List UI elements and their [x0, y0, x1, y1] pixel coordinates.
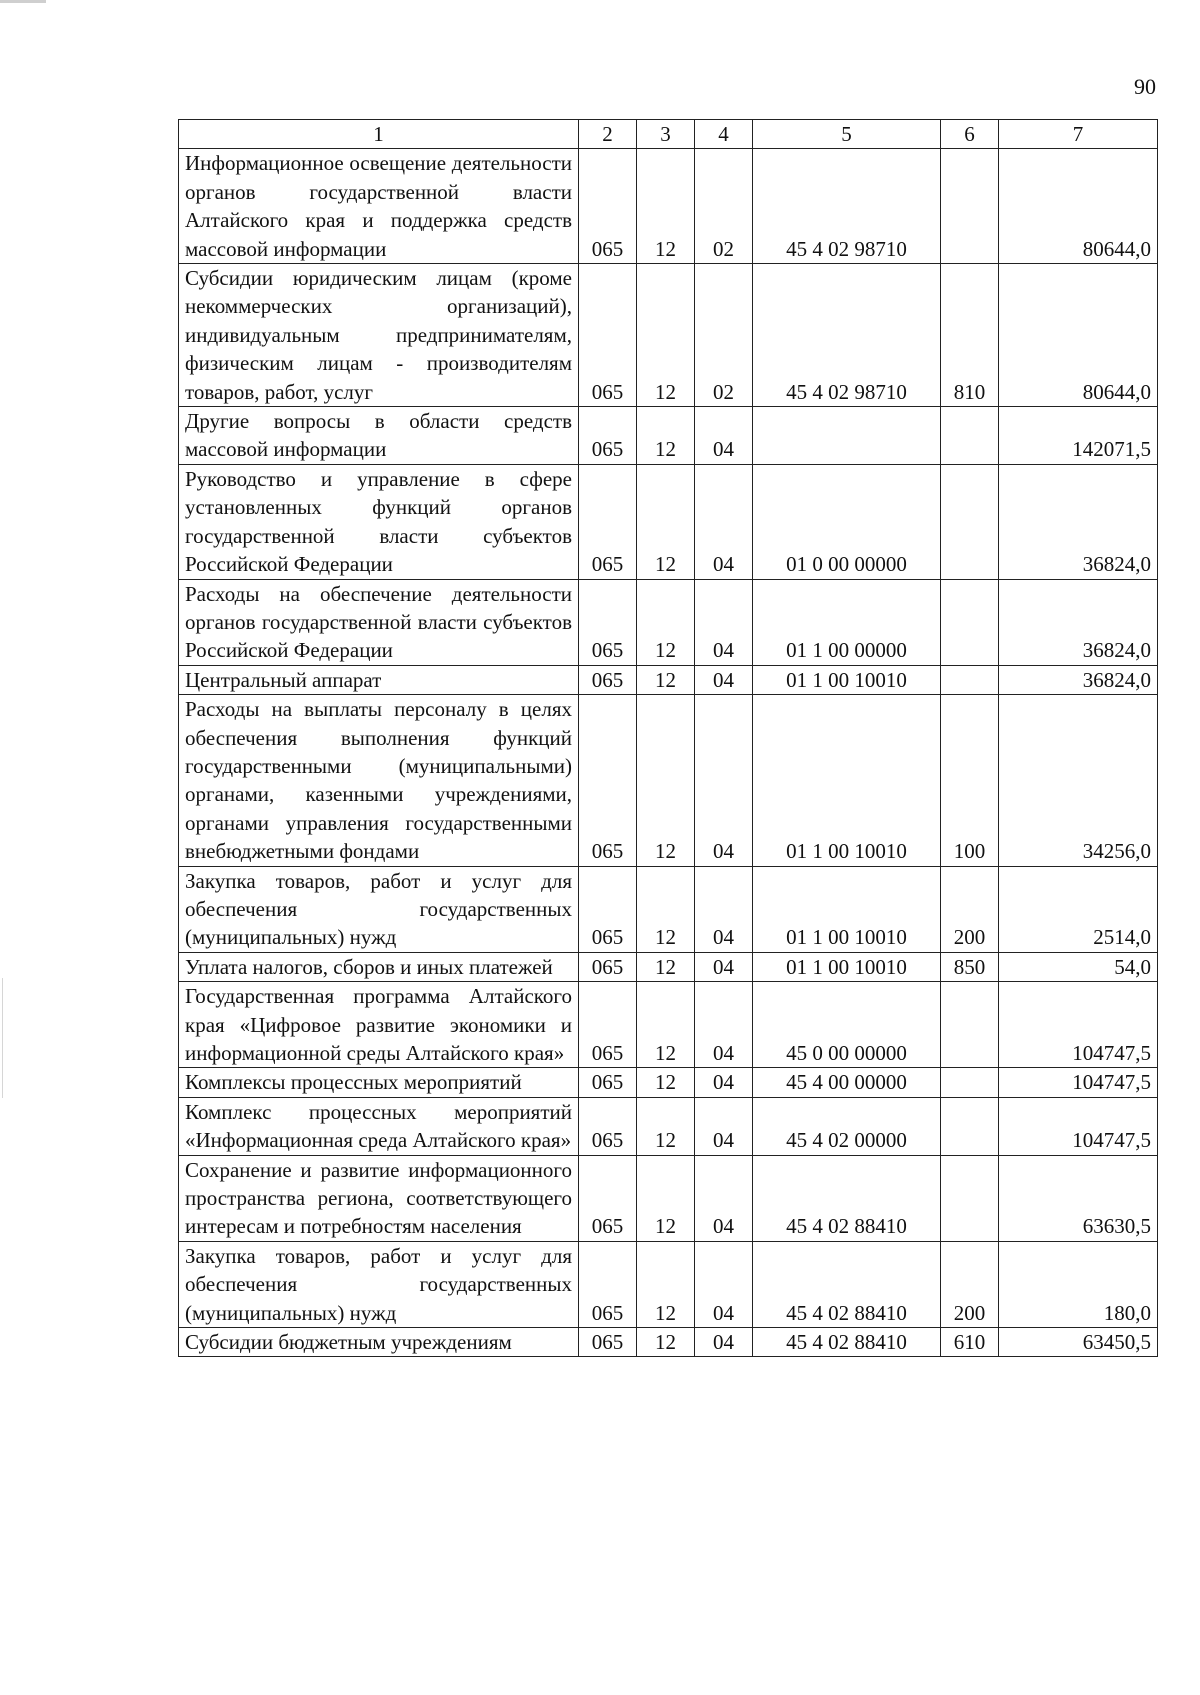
cell-ministry-code: 065: [579, 264, 637, 407]
cell-expense-type: [941, 1155, 999, 1241]
cell-amount: 80644,0: [999, 149, 1158, 264]
table-row: [179, 579, 1158, 665]
cell-name: Расходы на выплаты персоналу в целях обеспечения выполнения функций государственными (муниципальными) органами, казенными учреждениями, органами управления государственными внебюджетными фондами: [179, 695, 579, 866]
cell-expense-type: [941, 982, 999, 1068]
cell-ministry-code: 065: [579, 1097, 637, 1155]
cell-ministry-code: 065: [579, 1155, 637, 1241]
table-header: [179, 120, 1158, 149]
header-col-6: 6: [941, 120, 999, 149]
cell-ministry-code: 065: [579, 1068, 637, 1097]
cell-expense-type: [941, 579, 999, 665]
cell-expense-type: 610: [941, 1328, 999, 1357]
cell-section-code: 12: [637, 982, 695, 1068]
table-row: [179, 1068, 1158, 1097]
table-row: [179, 464, 1158, 579]
cell-section-code: 12: [637, 1097, 695, 1155]
cell-section-code: 12: [637, 264, 695, 407]
cell-expense-type: 850: [941, 952, 999, 981]
table-row: [179, 695, 1158, 866]
cell-subsection-code: 04: [695, 464, 753, 579]
cell-target-article: 45 4 02 98710: [753, 149, 941, 264]
cell-section-code: 12: [637, 1328, 695, 1357]
cell-ministry-code: 065: [579, 866, 637, 952]
cell-subsection-code: 02: [695, 264, 753, 407]
cell-amount: 34256,0: [999, 695, 1158, 866]
cell-section-code: 12: [637, 579, 695, 665]
cell-target-article: 45 4 02 98710: [753, 264, 941, 407]
cell-target-article: 01 1 00 10010: [753, 952, 941, 981]
cell-name: Комплексы процессных мероприятий: [179, 1068, 579, 1097]
cell-name: Информационное освещение деятельности органов государственной власти Алтайского края и поддержка средств массовой информации: [179, 149, 579, 264]
cell-subsection-code: 04: [695, 407, 753, 465]
table-row: [179, 866, 1158, 952]
cell-section-code: 12: [637, 149, 695, 264]
cell-target-article: 45 4 02 88410: [753, 1155, 941, 1241]
cell-name: Закупка товаров, работ и услуг для обеспечения государственных (муниципальных) нужд: [179, 1241, 579, 1327]
cell-ministry-code: 065: [579, 695, 637, 866]
cell-amount: 142071,5: [999, 407, 1158, 465]
budget-table: [178, 119, 1158, 1357]
cell-ministry-code: 065: [579, 149, 637, 264]
cell-section-code: 12: [637, 665, 695, 694]
cell-target-article: [753, 407, 941, 465]
cell-name: Другие вопросы в области средств массовой информации: [179, 407, 579, 465]
table-row: [179, 1155, 1158, 1241]
cell-subsection-code: 02: [695, 149, 753, 264]
cell-amount: 180,0: [999, 1241, 1158, 1327]
table-body: [179, 149, 1158, 1357]
cell-ministry-code: 065: [579, 464, 637, 579]
cell-section-code: 12: [637, 1155, 695, 1241]
header-col-3: 3: [637, 120, 695, 149]
header-col-2: 2: [579, 120, 637, 149]
page-number: 90: [1134, 74, 1156, 99]
cell-target-article: 45 4 02 88410: [753, 1328, 941, 1357]
cell-ministry-code: 065: [579, 982, 637, 1068]
table-row: [179, 1097, 1158, 1155]
cell-ministry-code: 065: [579, 665, 637, 694]
header-col-5: 5: [753, 120, 941, 149]
cell-ministry-code: 065: [579, 1328, 637, 1357]
cell-subsection-code: 04: [695, 866, 753, 952]
cell-ministry-code: 065: [579, 952, 637, 981]
header-col-4: 4: [695, 120, 753, 149]
cell-subsection-code: 04: [695, 982, 753, 1068]
cell-expense-type: [941, 464, 999, 579]
cell-amount: 104747,5: [999, 1068, 1158, 1097]
cell-target-article: 01 1 00 00000: [753, 579, 941, 665]
cell-expense-type: [941, 149, 999, 264]
cell-expense-type: 810: [941, 264, 999, 407]
header-col-1: 1: [179, 120, 579, 149]
header-col-7: 7: [999, 120, 1158, 149]
cell-amount: 104747,5: [999, 982, 1158, 1068]
cell-subsection-code: 04: [695, 952, 753, 981]
cell-amount: 63630,5: [999, 1155, 1158, 1241]
cell-name: Уплата налогов, сборов и иных платежей: [179, 952, 579, 981]
cell-amount: 36824,0: [999, 665, 1158, 694]
cell-subsection-code: 04: [695, 695, 753, 866]
table-row: [179, 982, 1158, 1068]
cell-name: Комплекс процессных мероприятий «Информационная среда Алтайского края»: [179, 1097, 579, 1155]
table-row: [179, 1328, 1158, 1357]
cell-name: Сохранение и развитие информационного пространства региона, соответствующего интересам и потребностям населения: [179, 1155, 579, 1241]
cell-target-article: 01 0 00 00000: [753, 464, 941, 579]
cell-subsection-code: 04: [695, 1328, 753, 1357]
table-row: [179, 264, 1158, 407]
cell-target-article: 45 4 02 88410: [753, 1241, 941, 1327]
cell-expense-type: [941, 1068, 999, 1097]
cell-target-article: 01 1 00 10010: [753, 665, 941, 694]
cell-target-article: 01 1 00 10010: [753, 695, 941, 866]
cell-amount: 36824,0: [999, 579, 1158, 665]
cell-ministry-code: 065: [579, 1241, 637, 1327]
cell-expense-type: 100: [941, 695, 999, 866]
cell-section-code: 12: [637, 866, 695, 952]
cell-name: Центральный аппарат: [179, 665, 579, 694]
cell-section-code: 12: [637, 407, 695, 465]
cell-subsection-code: 04: [695, 1097, 753, 1155]
cell-expense-type: [941, 407, 999, 465]
cell-name: Субсидии бюджетным учреждениям: [179, 1328, 579, 1357]
cell-subsection-code: 04: [695, 579, 753, 665]
scan-margin-mark: [2, 978, 5, 1098]
cell-name: Государственная программа Алтайского края «Цифровое развитие экономики и информационной среды Алтайского края»: [179, 982, 579, 1068]
cell-target-article: 45 4 00 00000: [753, 1068, 941, 1097]
table-row: [179, 407, 1158, 465]
cell-target-article: 45 4 02 00000: [753, 1097, 941, 1155]
cell-name: Расходы на обеспечение деятельности органов государственной власти субъектов Российской Федерации: [179, 579, 579, 665]
cell-amount: 63450,5: [999, 1328, 1158, 1357]
cell-amount: 104747,5: [999, 1097, 1158, 1155]
cell-section-code: 12: [637, 695, 695, 866]
cell-section-code: 12: [637, 464, 695, 579]
cell-name: Закупка товаров, работ и услуг для обеспечения государственных (муниципальных) нужд: [179, 866, 579, 952]
table-row: [179, 1241, 1158, 1327]
cell-amount: 54,0: [999, 952, 1158, 981]
cell-subsection-code: 04: [695, 1155, 753, 1241]
cell-target-article: 01 1 00 10010: [753, 866, 941, 952]
cell-subsection-code: 04: [695, 665, 753, 694]
cell-expense-type: [941, 1097, 999, 1155]
header-row: [179, 120, 1158, 149]
cell-name: Руководство и управление в сфере установленных функций органов государственной власти субъектов Российской Федерации: [179, 464, 579, 579]
cell-amount: 80644,0: [999, 264, 1158, 407]
cell-subsection-code: 04: [695, 1241, 753, 1327]
cell-amount: 2514,0: [999, 866, 1158, 952]
scan-corner-mark: [0, 0, 46, 3]
cell-amount: 36824,0: [999, 464, 1158, 579]
cell-ministry-code: 065: [579, 579, 637, 665]
cell-section-code: 12: [637, 952, 695, 981]
table-row: [179, 952, 1158, 981]
table-row: [179, 149, 1158, 264]
cell-expense-type: 200: [941, 1241, 999, 1327]
cell-subsection-code: 04: [695, 1068, 753, 1097]
cell-expense-type: [941, 665, 999, 694]
cell-expense-type: 200: [941, 866, 999, 952]
cell-name: Субсидии юридическим лицам (кроме некоммерческих организаций), индивидуальным предпринимателям, физическим лицам - производителям товаров, работ, услуг: [179, 264, 579, 407]
cell-section-code: 12: [637, 1241, 695, 1327]
cell-target-article: 45 0 00 00000: [753, 982, 941, 1068]
cell-section-code: 12: [637, 1068, 695, 1097]
cell-ministry-code: 065: [579, 407, 637, 465]
table-row: [179, 665, 1158, 694]
